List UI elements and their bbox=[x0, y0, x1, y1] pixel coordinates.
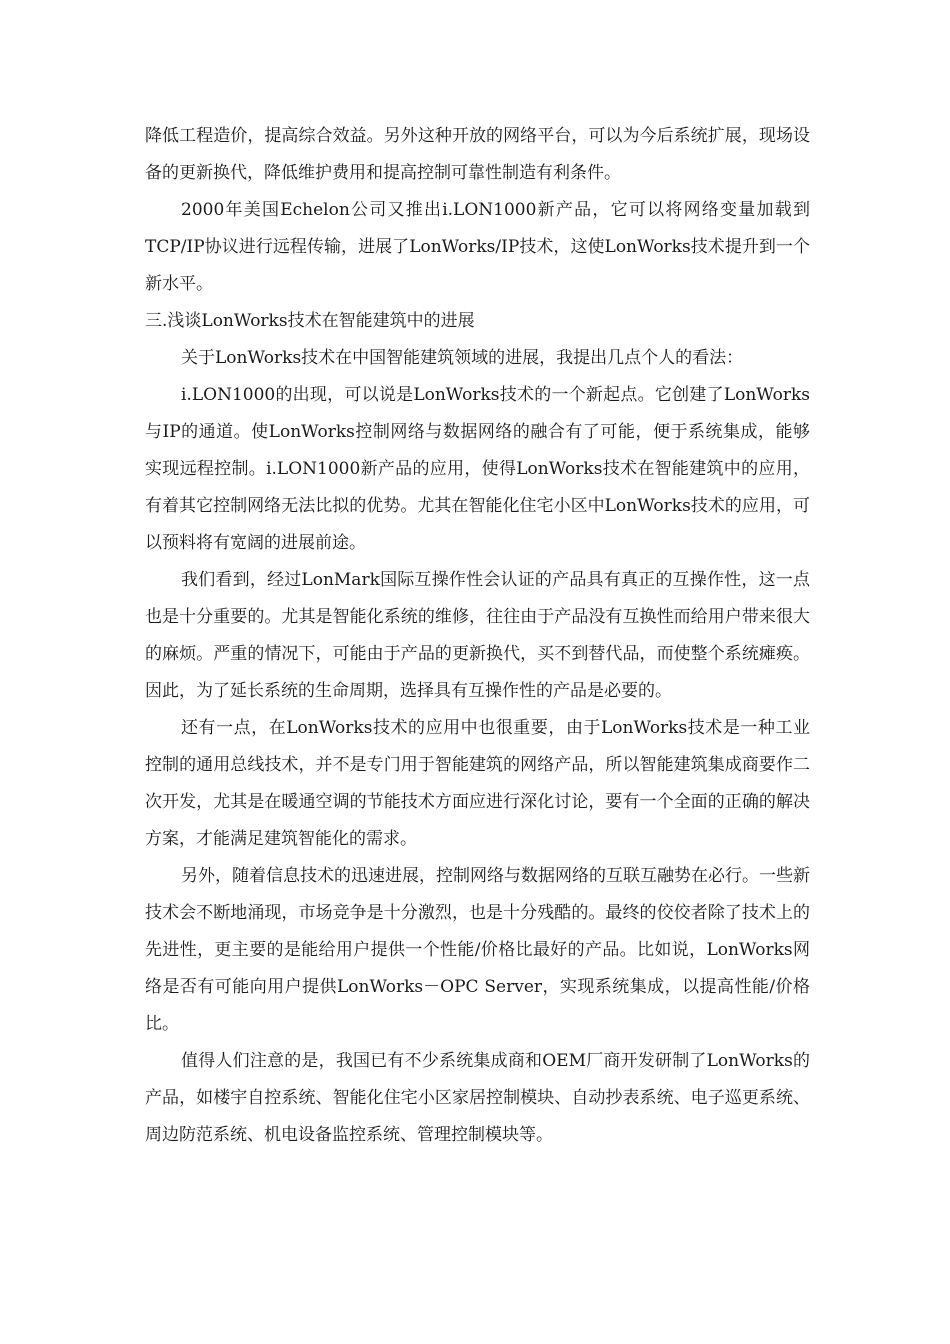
paragraph-9: 值得人们注意的是，我国已有不少系统集成商和OEM厂商开发研制了LonWorks的产品，如楼宇自控系统、智能化住宅小区家居控制模块、自动抄表系统、电子巡更系统、周边防范系统、机电设备监控系统、管理控制模块等。 bbox=[145, 1051, 810, 1145]
paragraph-5: i.LON1000的出现，可以说是LonWorks技术的一个新起点。它创建了LonWorks与IP的通道。使LonWorks控制网络与数据网络的融合有了可能，便于系统集成，能够实现远程控制。i.LON1000新产品的应用，使得LonWorks技术在智能建筑中的应用，有着其它控制网络无法比拟的优势。尤其在智能化住宅小区中LonWorks技术的应用，可以预料将有宽阔的进展前途。 bbox=[145, 385, 810, 553]
paragraph-4: 关于LonWorks技术在中国智能建筑领域的进展，我提出几点个人的看法： bbox=[181, 348, 744, 368]
section-heading: 三.浅谈LonWorks技术在智能建筑中的进展 bbox=[145, 311, 475, 331]
paragraph-7: 还有一点，在LonWorks技术的应用中也很重要，由于LonWorks技术是一种工业控制的通用总线技术，并不是专门用于智能建筑的网络产品，所以智能建筑集成商要作二次开发，尤其是在暖通空调的节能技术方面应进行深化讨论，要有一个全面的正确的解决方案，才能满足建筑智能化的需求。 bbox=[145, 718, 810, 849]
paragraph-1: 降低工程造价，提高综合效益。另外这种开放的网络平台，可以为今后系统扩展，现场设备的更新换代，降低维护费用和提高控制可靠性制造有利条件。 bbox=[145, 126, 810, 183]
paragraph-8: 另外，随着信息技术的迅速进展，控制网络与数据网络的互联互融势在必行。一些新技术会不断地涌现，市场竞争是十分激烈，也是十分残酷的。最终的佼佼者除了技术上的先进性，更主要的是能给用户提供一个性能/价格比最好的产品。比如说，LonWorks网络是否有可能向用户提供LonWorks－OPC Server，实现系统集成，以提高性能/价格比。 bbox=[145, 866, 810, 1034]
paragraph-6: 我们看到，经过LonMark国际互操作性会认证的产品具有真正的互操作性，这一点也是十分重要的。尤其是智能化系统的维修，往往由于产品没有互换性而给用户带来很大的麻烦。严重的情况下，可能由于产品的更新换代，买不到替代品，而使整个系统瘫痪。因此，为了延长系统的生命周期，选择具有互操作性的产品是必要的。 bbox=[145, 570, 810, 701]
document-body bbox=[145, 118, 810, 1154]
paragraph-2: 2000年美国Echelon公司又推出i.LON1000新产品，它可以将网络变量加载到TCP/IP协议进行远程传输，进展了LonWorks/IP技术，这使LonWorks技术提升到一个新水平。 bbox=[145, 200, 810, 294]
